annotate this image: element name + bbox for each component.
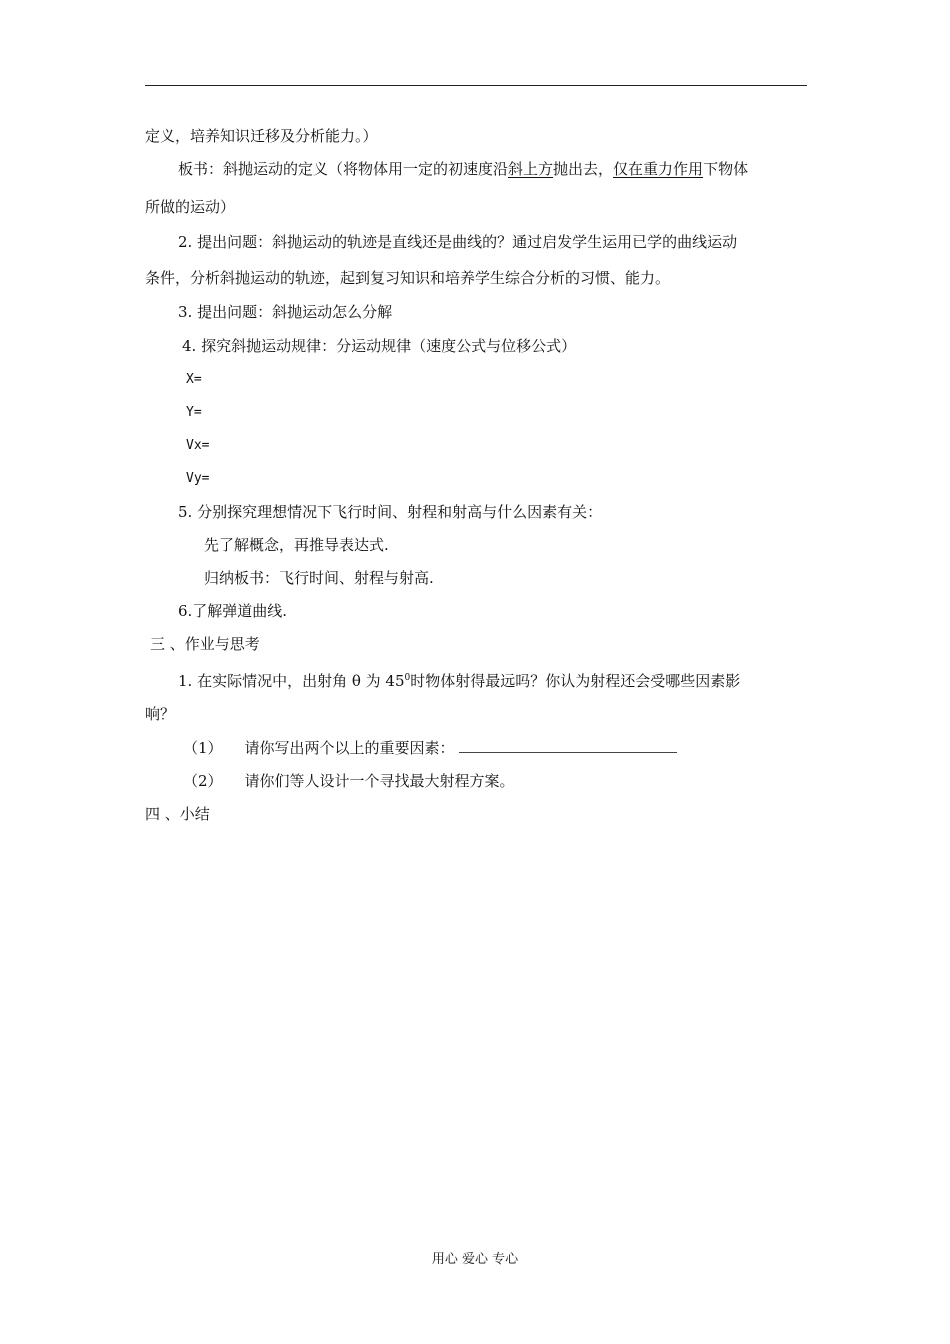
paragraph-line <box>145 197 235 217</box>
text: 定义，培养知识迁移及分析能力。） <box>145 127 378 145</box>
text: 响？ <box>145 705 176 723</box>
item-2-line2 <box>145 268 670 288</box>
section-heading-3 <box>150 634 260 654</box>
text: 1. 在实际情况中，出射角 θ 为 45 <box>178 672 405 690</box>
paragraph-line <box>145 126 378 146</box>
text: 5. 分别探究理想情况下飞行时间、射程和射高与什么因素有关： <box>178 503 603 521</box>
text: 2. 提出问题：斜抛运动的轨迹是直线还是曲线的？通过启发学生运用已学的曲线运动 <box>178 233 738 251</box>
footer-text: 用心 爱心 专心 <box>431 1252 519 1267</box>
item-3 <box>178 302 392 322</box>
item-5-sub1 <box>204 535 389 555</box>
text: 3. 提出问题：斜抛运动怎么分解 <box>178 303 393 321</box>
item-5 <box>178 502 602 522</box>
item-6 <box>178 601 287 621</box>
text: Vy= <box>186 471 210 486</box>
question-1-line1 <box>178 668 740 691</box>
number: （1） <box>183 739 223 757</box>
sub-question-2 <box>183 771 515 791</box>
text: 三 、作业与思考 <box>150 635 260 653</box>
formula-vx <box>186 436 209 456</box>
number: （2） <box>183 772 223 790</box>
text: Vx= <box>186 438 210 453</box>
underlined-text: 斜上方 <box>508 160 554 178</box>
formula-y <box>186 403 202 423</box>
formula-x <box>186 370 202 390</box>
text: 下物体 <box>703 160 749 178</box>
superscript: 0 <box>404 673 411 683</box>
sub-question-1 <box>183 738 677 758</box>
underlined-text: 仅在重力作用 <box>613 160 704 178</box>
text: 时物体射得最远吗？你认为射程还会受哪些因素影 <box>410 672 741 690</box>
section-heading-4 <box>145 804 210 824</box>
text: 归纳板书：飞行时间、射程与射高. <box>204 569 434 587</box>
text: X= <box>186 372 202 387</box>
blackboard-definition <box>178 159 748 179</box>
item-2-line1 <box>178 232 737 252</box>
formula-vy <box>186 469 209 489</box>
text: 四 、小结 <box>145 805 210 823</box>
page-footer <box>0 1248 950 1267</box>
text: 请你写出两个以上的重要因素： <box>244 739 455 757</box>
question-1-line2 <box>145 704 175 724</box>
text: 条件，分析斜抛运动的轨迹，起到复习知识和培养学生综合分析的习惯、能力。 <box>145 269 671 287</box>
text: Y= <box>186 405 202 420</box>
text: 先了解概念，再推导表达式. <box>204 536 389 554</box>
text: 请你们等人设计一个寻找最大射程方案。 <box>244 772 515 790</box>
text: 抛出去， <box>553 160 614 178</box>
item-4 <box>182 336 576 356</box>
header-rule <box>145 85 807 86</box>
text: 4. 探究斜抛运动规律：分运动规律（速度公式与位移公式） <box>182 337 577 355</box>
answer-blank <box>459 738 677 753</box>
item-5-sub2 <box>204 568 434 588</box>
text: 板书：斜抛运动的定义（将物体用一定的初速度沿 <box>178 160 509 178</box>
text: 所做的运动） <box>145 198 236 216</box>
text: 6.了解弹道曲线. <box>178 602 288 620</box>
